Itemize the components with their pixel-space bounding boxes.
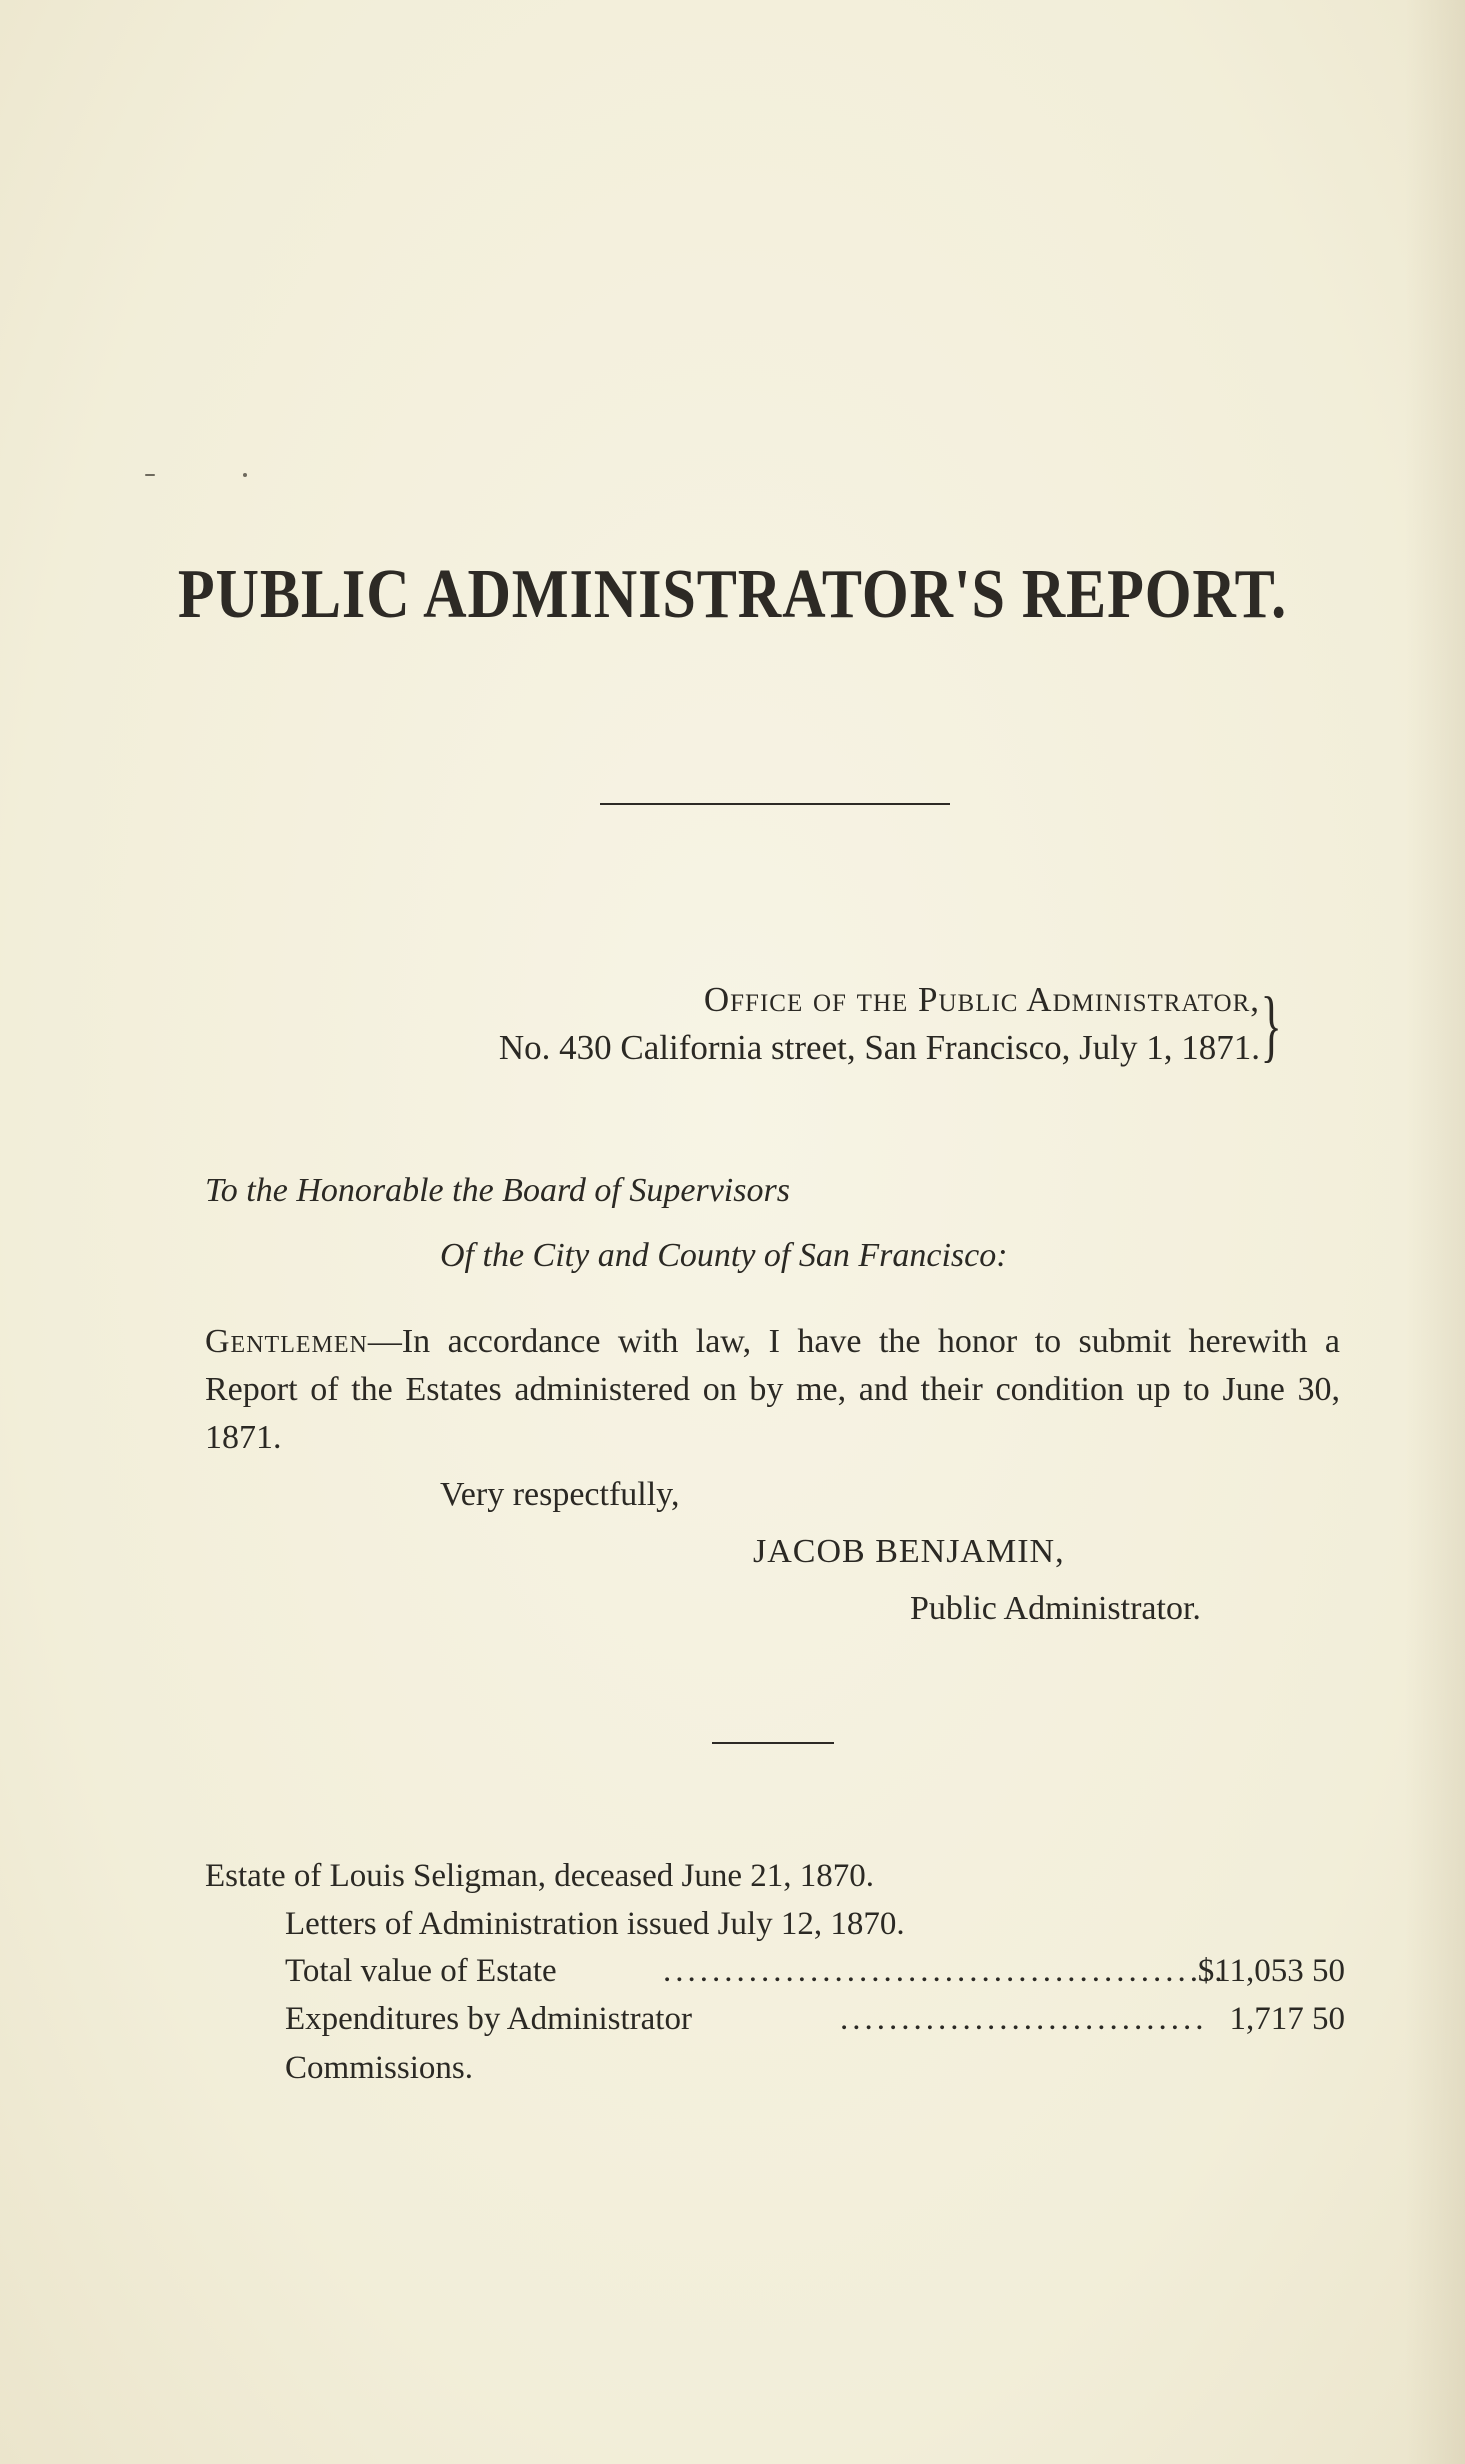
- letter-text: —In accordance with law, I have the honor to submit herewith a Report of the Estates administered on by me, and their condition up to June 30, 1871.: [205, 1323, 1340, 1456]
- letter-body: [205, 1318, 1340, 1462]
- addressee-line-1: To the Honorable the Board of Supervisors: [205, 1172, 790, 1209]
- addressee-line-2: Of the City and County of San Francisco:: [440, 1237, 1008, 1274]
- ink-speck: [145, 474, 155, 476]
- ledger-label: Total value of Estate: [285, 1953, 557, 1989]
- estate-letters-issued: Letters of Administration issued July 12, 1870.: [285, 1906, 905, 1942]
- leader-dots: ..............................................: [663, 1953, 1227, 1989]
- ledger-amount: $11,053 50: [1197, 1953, 1345, 1989]
- office-address-date: No. 430 California street, San Francisco, July 1, 1871.: [498, 1028, 1260, 1067]
- ledger-row-expenditures: [285, 2001, 1345, 2045]
- estate-heading: Estate of Louis Seligman, deceased June 21, 1870.: [205, 1858, 875, 1894]
- salutation: Gentlemen: [205, 1323, 368, 1360]
- valediction: Very respectfully,: [440, 1476, 680, 1513]
- page-edge-shadow: [1405, 0, 1465, 2464]
- estate-commissions: Commissions.: [285, 2050, 473, 2086]
- signatory-name: JACOB BENJAMIN,: [753, 1533, 1065, 1570]
- ledger-amount: 1,717 50: [1229, 2001, 1345, 2037]
- brace-glyph: }: [1260, 982, 1282, 1070]
- divider-rule-top: [600, 803, 950, 805]
- ledger-row-total-value: [285, 1953, 1345, 1997]
- leader-dots: ..............................: [840, 2001, 1208, 2037]
- report-title: PUBLIC ADMINISTRATOR'S REPORT.: [177, 556, 1288, 633]
- ink-speck: [243, 473, 247, 477]
- ledger-label: Expenditures by Administrator: [285, 2001, 692, 2037]
- divider-rule-bottom: [712, 1742, 834, 1744]
- signatory-office: Public Administrator.: [910, 1590, 1201, 1627]
- office-title: Office of the Public Administrator,: [703, 980, 1260, 1019]
